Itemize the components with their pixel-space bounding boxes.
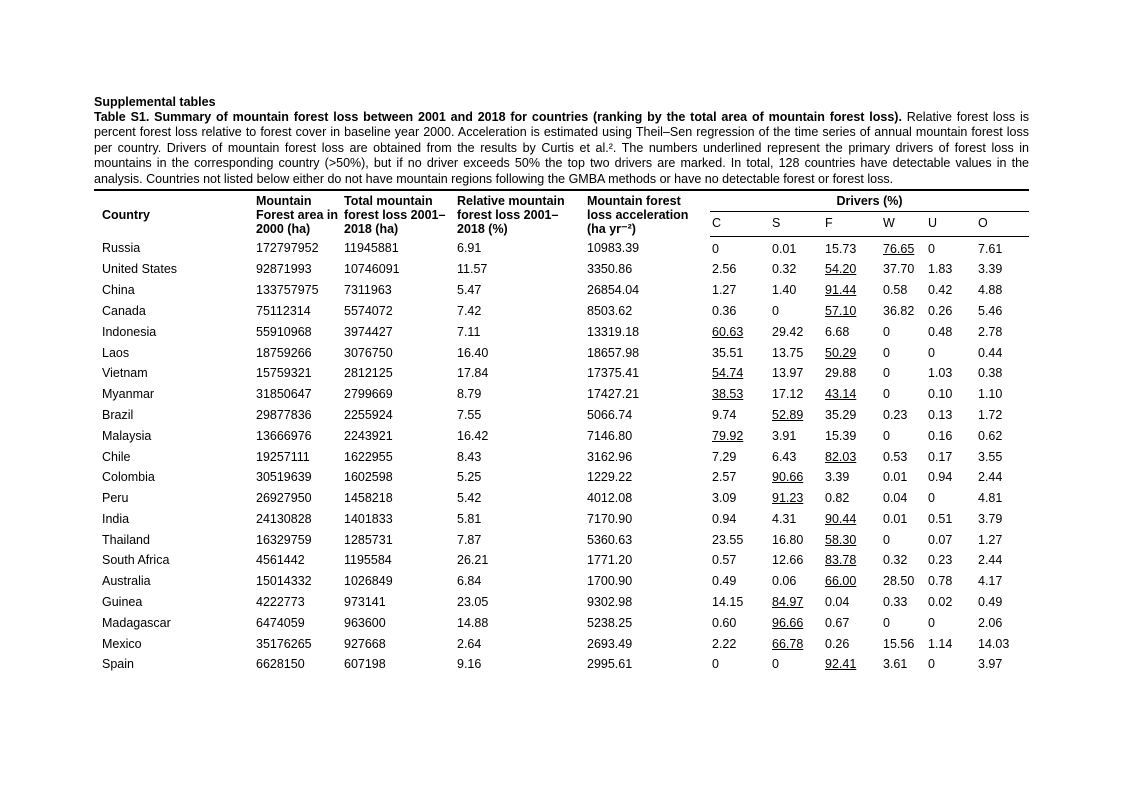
forest-area-cell: 133757975 — [256, 283, 319, 298]
acceleration-cell: 3350.86 — [587, 262, 633, 277]
table-row — [94, 384, 1029, 405]
acceleration-cell: 5238.25 — [587, 615, 633, 630]
relative-loss-cell: 7.87 — [457, 532, 482, 547]
relative-loss-cell: 7.55 — [457, 407, 482, 422]
table-row — [94, 426, 1029, 447]
driver-w-cell: 28.50 — [883, 574, 915, 589]
acceleration-cell: 1229.22 — [587, 470, 633, 485]
total-loss-cell: 607198 — [344, 657, 386, 672]
driver-o-cell: 3.97 — [978, 657, 1003, 672]
table-caption — [94, 110, 1029, 187]
driver-u-cell: 0.23 — [928, 553, 953, 568]
driver-u-cell: 0.78 — [928, 574, 953, 589]
forest-area-cell: 6628150 — [256, 657, 305, 672]
driver-o-cell: 3.55 — [978, 449, 1003, 464]
forest-area-cell: 31850647 — [256, 387, 312, 402]
driver-w-cell: 0.04 — [883, 491, 908, 506]
forest-area-cell: 172797952 — [256, 241, 319, 256]
relative-loss-cell: 9.16 — [457, 657, 482, 672]
total-loss-cell: 1458218 — [344, 491, 393, 506]
driver-u-cell: 0.48 — [928, 324, 953, 339]
header-driver-f: F — [823, 211, 881, 236]
table-row — [94, 405, 1029, 426]
driver-s-cell: 17.12 — [772, 387, 804, 402]
driver-c-cell: 0.60 — [712, 615, 737, 630]
caption-title: Table S1. Summary of mountain forest loss between 2001 and 2018 for countries (ranking by the total area of mountain forest loss). — [94, 110, 902, 124]
driver-o-cell: 3.39 — [978, 262, 1003, 277]
driver-f-cell: 91.44 — [825, 283, 857, 298]
table-row — [94, 571, 1029, 592]
header-drivers: Drivers (%) — [710, 190, 1029, 211]
table-row — [94, 343, 1029, 364]
total-loss-cell: 3076750 — [344, 345, 393, 360]
driver-u-cell: 0 — [928, 491, 935, 506]
driver-s-cell: 96.66 — [772, 615, 804, 630]
acceleration-cell: 7146.80 — [587, 428, 633, 443]
forest-area-cell: 13666976 — [256, 428, 312, 443]
total-loss-cell: 1401833 — [344, 511, 393, 526]
forest-area-cell: 92871993 — [256, 262, 312, 277]
table-row — [94, 550, 1029, 571]
country-cell: Spain — [102, 657, 134, 672]
driver-u-cell: 0.94 — [928, 470, 953, 485]
driver-w-cell: 76.65 — [883, 241, 915, 256]
driver-c-cell: 0.49 — [712, 574, 737, 589]
table-body — [94, 236, 1029, 675]
header-driver-u: U — [926, 211, 976, 236]
relative-loss-cell: 8.79 — [457, 387, 482, 402]
acceleration-cell: 1771.20 — [587, 553, 633, 568]
table-row — [94, 280, 1029, 301]
table-row — [94, 509, 1029, 530]
country-cell: India — [102, 511, 130, 526]
acceleration-cell: 10983.39 — [587, 241, 640, 256]
country-cell: Thailand — [102, 532, 150, 547]
driver-u-cell: 0.07 — [928, 532, 953, 547]
total-loss-cell: 1026849 — [344, 574, 393, 589]
driver-w-cell: 0.58 — [883, 283, 908, 298]
forest-area-cell: 6474059 — [256, 615, 305, 630]
driver-o-cell: 4.81 — [978, 491, 1003, 506]
header-acceleration: Mountain forest loss acceleration (ha yr⁻²) — [585, 190, 710, 236]
driver-u-cell: 0.42 — [928, 283, 953, 298]
header-driver-w: W — [881, 211, 926, 236]
country-cell: Peru — [102, 491, 129, 506]
total-loss-cell: 7311963 — [344, 283, 392, 298]
total-loss-cell: 973141 — [344, 595, 386, 610]
driver-o-cell: 5.46 — [978, 303, 1003, 318]
driver-s-cell: 29.42 — [772, 324, 804, 339]
country-cell: Vietnam — [102, 366, 148, 381]
driver-f-cell: 54.20 — [825, 262, 857, 277]
driver-c-cell: 14.15 — [712, 595, 744, 610]
total-loss-cell: 2812125 — [344, 366, 393, 381]
driver-w-cell: 0 — [883, 366, 890, 381]
header-driver-s: S — [770, 211, 823, 236]
relative-loss-cell: 23.05 — [457, 595, 489, 610]
relative-loss-cell: 5.42 — [457, 491, 482, 506]
driver-o-cell: 4.17 — [978, 574, 1003, 589]
driver-w-cell: 0.01 — [883, 470, 908, 485]
acceleration-cell: 8503.62 — [587, 303, 633, 318]
driver-c-cell: 35.51 — [712, 345, 744, 360]
driver-w-cell: 37.70 — [883, 262, 915, 277]
country-cell: Russia — [102, 241, 141, 256]
driver-s-cell: 90.66 — [772, 470, 804, 485]
country-cell: Brazil — [102, 407, 134, 422]
table-row — [94, 447, 1029, 468]
driver-o-cell: 0.38 — [978, 366, 1003, 381]
acceleration-cell: 26854.04 — [587, 283, 640, 298]
driver-s-cell: 0.32 — [772, 262, 797, 277]
forest-area-cell: 24130828 — [256, 511, 312, 526]
header-driver-c: C — [710, 211, 770, 236]
total-loss-cell: 2255924 — [344, 407, 393, 422]
driver-f-cell: 35.29 — [825, 407, 857, 422]
forest-area-cell: 55910968 — [256, 324, 312, 339]
driver-s-cell: 4.31 — [772, 511, 797, 526]
driver-o-cell: 2.44 — [978, 470, 1003, 485]
forest-area-cell: 4222773 — [256, 595, 305, 610]
acceleration-cell: 2995.61 — [587, 657, 633, 672]
driver-f-cell: 3.39 — [825, 470, 850, 485]
total-loss-cell: 927668 — [344, 636, 386, 651]
country-cell: South Africa — [102, 553, 170, 568]
driver-o-cell: 0.49 — [978, 595, 1003, 610]
driver-f-cell: 58.30 — [825, 532, 857, 547]
driver-u-cell: 0.10 — [928, 387, 953, 402]
driver-u-cell: 1.14 — [928, 636, 953, 651]
total-loss-cell: 1195584 — [344, 553, 392, 568]
driver-c-cell: 2.22 — [712, 636, 737, 651]
forest-area-cell: 30519639 — [256, 470, 312, 485]
driver-w-cell: 0 — [883, 428, 890, 443]
driver-s-cell: 13.97 — [772, 366, 804, 381]
forest-area-cell: 26927950 — [256, 491, 312, 506]
driver-w-cell: 0 — [883, 324, 890, 339]
acceleration-cell: 17427.21 — [587, 387, 640, 402]
driver-w-cell: 0 — [883, 387, 890, 402]
driver-u-cell: 0.17 — [928, 449, 953, 464]
relative-loss-cell: 2.64 — [457, 636, 482, 651]
driver-w-cell: 3.61 — [883, 657, 908, 672]
driver-u-cell: 0.51 — [928, 511, 953, 526]
driver-w-cell: 0.53 — [883, 449, 908, 464]
total-loss-cell: 1602598 — [344, 470, 393, 485]
relative-loss-cell: 14.88 — [457, 615, 489, 630]
relative-loss-cell: 16.42 — [457, 428, 489, 443]
forest-area-cell: 29877836 — [256, 407, 312, 422]
driver-o-cell: 4.88 — [978, 283, 1003, 298]
driver-f-cell: 0.04 — [825, 595, 850, 610]
country-cell: Laos — [102, 345, 130, 360]
driver-c-cell: 38.53 — [712, 387, 744, 402]
table-row — [94, 236, 1029, 259]
relative-loss-cell: 5.47 — [457, 283, 482, 298]
country-cell: Myanmar — [102, 387, 155, 402]
country-cell: China — [102, 283, 135, 298]
driver-f-cell: 92.41 — [825, 657, 857, 672]
driver-o-cell: 14.03 — [978, 636, 1010, 651]
driver-c-cell: 60.63 — [712, 324, 744, 339]
header-relative-loss: Relative mountain forest loss 2001–2018 (%) — [455, 190, 585, 236]
acceleration-cell: 3162.96 — [587, 449, 633, 464]
total-loss-cell: 1285731 — [344, 532, 393, 547]
driver-o-cell: 0.44 — [978, 345, 1003, 360]
forest-area-cell: 15759321 — [256, 366, 312, 381]
total-loss-cell: 1622955 — [344, 449, 393, 464]
driver-w-cell: 0.23 — [883, 407, 908, 422]
driver-s-cell: 52.89 — [772, 407, 804, 422]
driver-o-cell: 1.72 — [978, 407, 1003, 422]
country-cell: Indonesia — [102, 324, 157, 339]
driver-o-cell: 7.61 — [978, 241, 1003, 256]
total-loss-cell: 3974427 — [344, 324, 393, 339]
driver-c-cell: 7.29 — [712, 449, 737, 464]
table-row — [94, 363, 1029, 384]
forest-area-cell: 75112314 — [256, 303, 311, 318]
table-row — [94, 259, 1029, 280]
driver-s-cell: 12.66 — [772, 553, 804, 568]
caption-text: Relative forest loss is percent forest loss relative to forest cover in baseline year 2000. Acceleration is estimated using Theil–Sen regression of the time series of annual mountain forest loss per country. Drivers of mountain forest loss are obtained from the results by Curtis et al.². The numbers underlined represent the primary drivers of forest loss in mountains in the corresponding country (>50%), but if no driver exceeds 50% the top two drivers are marked. In total, 128 countries have detectable values in the analysis. Countries not listed below either do not have mountain regions following the GMBA methods or have no detectable forest or forest loss. — [94, 110, 1029, 186]
driver-f-cell: 6.68 — [825, 324, 850, 339]
acceleration-cell: 5360.63 — [587, 532, 633, 547]
acceleration-cell: 13319.18 — [587, 324, 640, 339]
relative-loss-cell: 7.11 — [457, 324, 481, 339]
driver-f-cell: 29.88 — [825, 366, 857, 381]
table-row — [94, 301, 1029, 322]
section-title: Supplemental tables — [94, 95, 216, 109]
relative-loss-cell: 7.42 — [457, 303, 482, 318]
driver-s-cell: 13.75 — [772, 345, 804, 360]
driver-s-cell: 66.78 — [772, 636, 804, 651]
driver-c-cell: 3.09 — [712, 491, 737, 506]
header-total-loss: Total mountain forest loss 2001–2018 (ha) — [342, 190, 455, 236]
total-loss-cell: 2243921 — [344, 428, 393, 443]
country-cell: United States — [102, 262, 178, 277]
header-forest-area: Mountain Forest area in 2000 (ha) — [254, 190, 342, 236]
driver-f-cell: 83.78 — [825, 553, 857, 568]
driver-u-cell: 0.13 — [928, 407, 953, 422]
driver-u-cell: 0 — [928, 241, 935, 256]
country-cell: Colombia — [102, 470, 155, 485]
driver-w-cell: 0 — [883, 532, 890, 547]
forest-area-cell: 35176265 — [256, 636, 312, 651]
table-row — [94, 488, 1029, 509]
driver-c-cell: 0.57 — [712, 553, 737, 568]
forest-area-cell: 19257111 — [256, 449, 310, 464]
country-cell: Malaysia — [102, 428, 152, 443]
total-loss-cell: 11945881 — [344, 241, 399, 256]
total-loss-cell: 2799669 — [344, 387, 393, 402]
driver-f-cell: 90.44 — [825, 511, 857, 526]
driver-f-cell: 43.14 — [825, 387, 857, 402]
driver-f-cell: 0.26 — [825, 636, 850, 651]
driver-s-cell: 84.97 — [772, 595, 804, 610]
forest-area-cell: 4561442 — [256, 553, 305, 568]
driver-f-cell: 15.73 — [825, 241, 857, 256]
driver-c-cell: 0 — [712, 241, 719, 256]
driver-c-cell: 0.94 — [712, 511, 737, 526]
driver-u-cell: 0.26 — [928, 303, 953, 318]
driver-f-cell: 57.10 — [825, 303, 857, 318]
driver-o-cell: 3.79 — [978, 511, 1003, 526]
country-cell: Australia — [102, 574, 151, 589]
driver-c-cell: 79.92 — [712, 428, 744, 443]
relative-loss-cell: 5.25 — [457, 470, 482, 485]
driver-s-cell: 1.40 — [772, 283, 797, 298]
driver-u-cell: 0.16 — [928, 428, 953, 443]
forest-area-cell: 16329759 — [256, 532, 312, 547]
driver-u-cell: 0 — [928, 615, 935, 630]
driver-s-cell: 0.01 — [772, 241, 797, 256]
acceleration-cell: 2693.49 — [587, 636, 633, 651]
acceleration-cell: 4012.08 — [587, 491, 633, 506]
forest-area-cell: 18759266 — [256, 345, 312, 360]
driver-w-cell: 0 — [883, 345, 890, 360]
acceleration-cell: 5066.74 — [587, 407, 633, 422]
total-loss-cell: 10746091 — [344, 262, 400, 277]
driver-f-cell: 15.39 — [825, 428, 857, 443]
driver-w-cell: 0.32 — [883, 553, 908, 568]
driver-f-cell: 0.82 — [825, 491, 850, 506]
header-country: Country — [94, 190, 254, 236]
driver-o-cell: 2.06 — [978, 615, 1003, 630]
driver-u-cell: 1.83 — [928, 262, 953, 277]
forest-loss-table — [94, 189, 1029, 675]
driver-s-cell: 0 — [772, 303, 779, 318]
driver-f-cell: 50.29 — [825, 345, 857, 360]
table-row — [94, 467, 1029, 488]
total-loss-cell: 963600 — [344, 615, 386, 630]
driver-c-cell: 2.57 — [712, 470, 737, 485]
table-row — [94, 613, 1029, 634]
driver-w-cell: 15.56 — [883, 636, 915, 651]
table-row — [94, 654, 1029, 675]
country-cell: Madagascar — [102, 615, 171, 630]
driver-u-cell: 0 — [928, 657, 935, 672]
relative-loss-cell: 17.84 — [457, 366, 489, 381]
country-cell: Mexico — [102, 636, 142, 651]
country-cell: Canada — [102, 303, 146, 318]
driver-c-cell: 0.36 — [712, 303, 737, 318]
driver-c-cell: 9.74 — [712, 407, 737, 422]
acceleration-cell: 18657.98 — [587, 345, 640, 360]
table-row — [94, 634, 1029, 655]
driver-f-cell: 82.03 — [825, 449, 857, 464]
driver-s-cell: 0 — [772, 657, 779, 672]
country-cell: Guinea — [102, 595, 143, 610]
relative-loss-cell: 11.57 — [457, 262, 488, 277]
acceleration-cell: 7170.90 — [587, 511, 633, 526]
forest-area-cell: 15014332 — [256, 574, 312, 589]
driver-c-cell: 54.74 — [712, 366, 744, 381]
country-cell: Chile — [102, 449, 131, 464]
relative-loss-cell: 8.43 — [457, 449, 482, 464]
driver-f-cell: 0.67 — [825, 615, 850, 630]
table-row — [94, 530, 1029, 551]
driver-u-cell: 1.03 — [928, 366, 953, 381]
driver-o-cell: 1.10 — [978, 387, 1003, 402]
driver-s-cell: 91.23 — [772, 491, 804, 506]
driver-c-cell: 23.55 — [712, 532, 744, 547]
driver-o-cell: 2.44 — [978, 553, 1003, 568]
driver-s-cell: 0.06 — [772, 574, 797, 589]
relative-loss-cell: 6.84 — [457, 574, 482, 589]
driver-o-cell: 2.78 — [978, 324, 1003, 339]
table-row — [94, 322, 1029, 343]
driver-w-cell: 36.82 — [883, 303, 915, 318]
driver-o-cell: 1.27 — [978, 532, 1003, 547]
driver-c-cell: 0 — [712, 657, 719, 672]
driver-s-cell: 6.43 — [772, 449, 797, 464]
document-page — [94, 95, 1029, 675]
driver-s-cell: 3.91 — [772, 428, 797, 443]
driver-o-cell: 0.62 — [978, 428, 1003, 443]
acceleration-cell: 1700.90 — [587, 574, 633, 589]
relative-loss-cell: 6.91 — [457, 241, 482, 256]
acceleration-cell: 9302.98 — [587, 595, 633, 610]
relative-loss-cell: 5.81 — [457, 511, 482, 526]
driver-s-cell: 16.80 — [772, 532, 804, 547]
driver-c-cell: 1.27 — [712, 283, 737, 298]
driver-f-cell: 66.00 — [825, 574, 857, 589]
driver-u-cell: 0.02 — [928, 595, 953, 610]
relative-loss-cell: 16.40 — [457, 345, 489, 360]
driver-c-cell: 2.56 — [712, 262, 737, 277]
driver-u-cell: 0 — [928, 345, 935, 360]
acceleration-cell: 17375.41 — [587, 366, 640, 381]
header-driver-o: O — [976, 211, 1029, 236]
total-loss-cell: 5574072 — [344, 303, 393, 318]
driver-w-cell: 0 — [883, 615, 890, 630]
relative-loss-cell: 26.21 — [457, 553, 489, 568]
driver-w-cell: 0.01 — [883, 511, 908, 526]
driver-w-cell: 0.33 — [883, 595, 908, 610]
table-row — [94, 592, 1029, 613]
